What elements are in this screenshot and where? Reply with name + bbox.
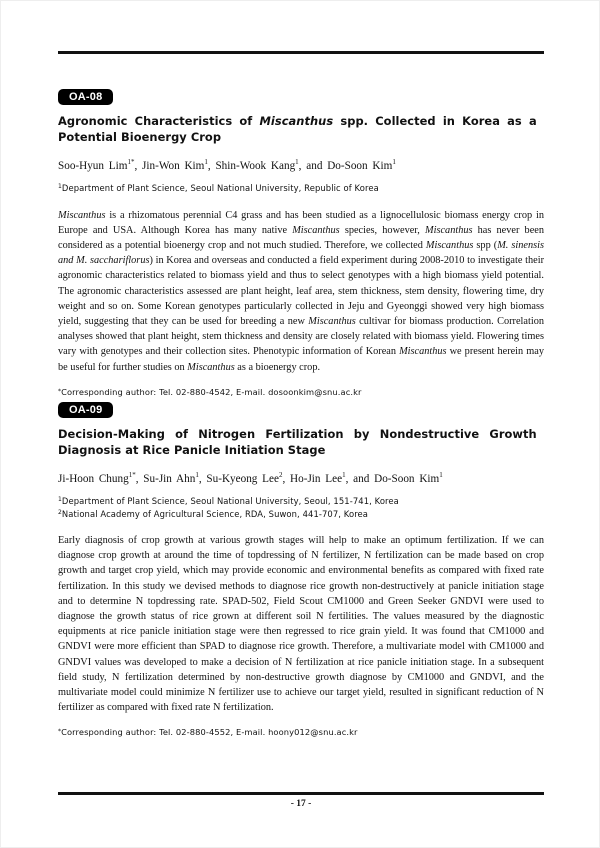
abstract-code-badge: OA-08 [58, 89, 113, 105]
author-affiliation-mark: 1* [127, 158, 135, 166]
affiliation-list [58, 182, 544, 195]
header-rule [58, 51, 544, 54]
author-affiliation-mark: 2 [278, 471, 283, 479]
author-name: Su-Jin Ahn [143, 473, 196, 485]
body-text-run: cultivar for biomass production. Correlation analyses showed that plant height, stem thickness and density are closely related with biomass yield. Flowering times vary with genotypes and their collection sites. Phenotypic information of Korean [58, 315, 544, 358]
affiliation-list [58, 495, 544, 520]
affiliation-mark: 2 [58, 508, 62, 516]
author-name: Do-Soon Kim [374, 473, 440, 485]
italic-term: M. sinensis and M. sacchariflorus [58, 239, 544, 267]
title-italic-text: Miscanthus [259, 114, 334, 128]
author-affiliation-mark: 1 [204, 158, 208, 166]
body-text-run: spp ( [473, 239, 498, 251]
author-affiliation-mark: 1 [295, 158, 299, 166]
italic-term: Miscanthus [399, 346, 447, 358]
affiliation-text: Department of Plant Science, Seoul National University, Republic of Korea [61, 183, 379, 193]
corresponding-author [58, 726, 544, 738]
affiliation-line [58, 495, 544, 508]
author-affiliation-mark: 1* [128, 471, 136, 479]
author-name: Ho-Jin Lee [290, 473, 343, 485]
title-text: spp. Collected in Korea as a Potential Bioenergy Crop [58, 114, 537, 144]
author-affiliation-mark: 1 [439, 471, 443, 479]
author-name: Shin-Wook Kang [215, 160, 296, 172]
author-name: Jin-Won Kim [142, 160, 205, 172]
body-text-run: is a rhizomatous perennial C4 grass and has been studied as a lignocellulosic biomass energy crop in Europe and USA. Although Korea has many native [58, 209, 544, 236]
abstract-oa-08 [58, 87, 544, 398]
corresponding-author-text: Corresponding author: Tel. 02-880-4552, E-mail. hoony012@snu.ac.kr [61, 727, 358, 738]
affiliation-text: National Academy of Agricultural Science, RDA, Suwon, 441-707, Korea [61, 508, 369, 519]
italic-term: Miscanthus [187, 361, 235, 373]
italic-term: Miscanthus [292, 224, 340, 236]
footer-rule [58, 792, 544, 795]
author-list: Soo-Hyun Lim$^{1*}$, Jin-Won Kim$^1$, Shin-Wook Kang$^1$, and Do-Soon Kim$^1$ [58, 158, 396, 172]
italic-term: Miscanthus [425, 224, 473, 236]
author-name: Su-Kyeong Lee [206, 473, 279, 485]
affiliation-line [58, 508, 544, 521]
body-text-run: species, however, [339, 224, 426, 236]
corresponding-author [58, 386, 544, 398]
author-list: Ji-Hoon Chung$^{1*}$, Su-Jin Ahn$^1$, Su-Kyeong Lee$^2$, Ho-Jin Lee$^1$, and Do-Soon Kim$^1$ [58, 471, 443, 485]
author-affiliation-mark: 1 [195, 471, 199, 479]
body-text-run: Early diagnosis of crop growth at various growth stages will help to make an optimum fertilization. If we can diagnose crop growth at around the time of topdressing of N fertilizer, N fertilization can be made based on crop growth and target crop yield, which may provide economic and environmental benefits as compared with fixed rate fertilization. In this study we devised methods to diagnose rice growth non-destructively at panicle initiation stage and to determine N topdressing rate. SPAD-502, Field Scout CM1000 and Green Seeker GNDVI were used to diagnose the growth status of rice grown at different soil N fertilities. The values measured by the diagnostic equipments at rice panicle initiation stage were then regressed to rice grain yield. It was found that CM1000 and GNDVI were more efficient than SPAD to diagnose rice growth. Therefore, a multivariate model with CM1000 and GNDVI values was developed to make a decision of N fertilization at rice panicle initiation stage. In a subsequent field study, N fertilization determined by non-destructive growth diagnose by CM1000 and GNDVI, and the multivariate model could minimize N fertilizer use to achieve our target yield, resulted in significant reduction of N fertilizer as compared with fixed rate N fertilization. [58, 535, 544, 714]
affiliation-mark: 1 [58, 183, 62, 190]
author-name: Ji-Hoon Chung [58, 473, 129, 485]
body-text-run: ) in Korea and overseas and conducted a field experiment during 2008-2010 to investigate their agronomic characteristics related to biomass yield and thus to select genotypes with a high biomass yield potential. The agronomic characteristics assessed are plant height, leaf area, stem thickness, stem density, flowering time, dry weight and so on. Some Korean genotypes particularly collected in Jeju and Gyeonggi showed very high biomass yield, suggesting that they can be used for breeding a new [58, 255, 544, 327]
italic-term: Miscanthus [58, 209, 106, 221]
asterisk-mark: * [58, 387, 62, 395]
abstract-title [58, 114, 537, 145]
affiliation-mark: 1 [58, 496, 62, 503]
author-name: Soo-Hyun Lim [58, 160, 128, 172]
author-name: Do-Soon Kim [327, 160, 393, 172]
author-affiliation-mark: 1 [392, 158, 396, 166]
abstract-body [58, 533, 544, 715]
body-text-run: as a bioenergy crop. [234, 361, 321, 373]
page-number: - 17 - [290, 799, 312, 809]
italic-term: Miscanthus [308, 315, 356, 327]
affiliation-text: Department of Plant Science, Seoul National University, Seoul, 151-741, Korea [61, 496, 399, 506]
asterisk-mark: * [58, 728, 62, 736]
affiliation-line [58, 182, 544, 195]
abstract-title [58, 427, 537, 458]
italic-term: Miscanthus [425, 239, 474, 251]
title-text: Decision-Making of Nitrogen Fertilization by Nondestructive Growth Diagnosis at Rice Panicle Initiation Stage [58, 427, 537, 457]
abstract-oa-09 [58, 400, 544, 738]
author-affiliation-mark: 1 [342, 471, 346, 479]
abstract-body [58, 208, 544, 375]
corresponding-author-text: Corresponding author: Tel. 02-880-4542, E-mail. dosoonkim@snu.ac.kr [61, 386, 362, 397]
body-text-run: we present herein may be useful for further studies on [58, 346, 544, 373]
title-text: Agronomic Characteristics of [58, 114, 260, 128]
body-text-run: has never been considered as a potential bioenergy crop and not much studied. Therefore, we collected [58, 224, 544, 251]
abstract-code-badge: OA-09 [58, 402, 113, 418]
